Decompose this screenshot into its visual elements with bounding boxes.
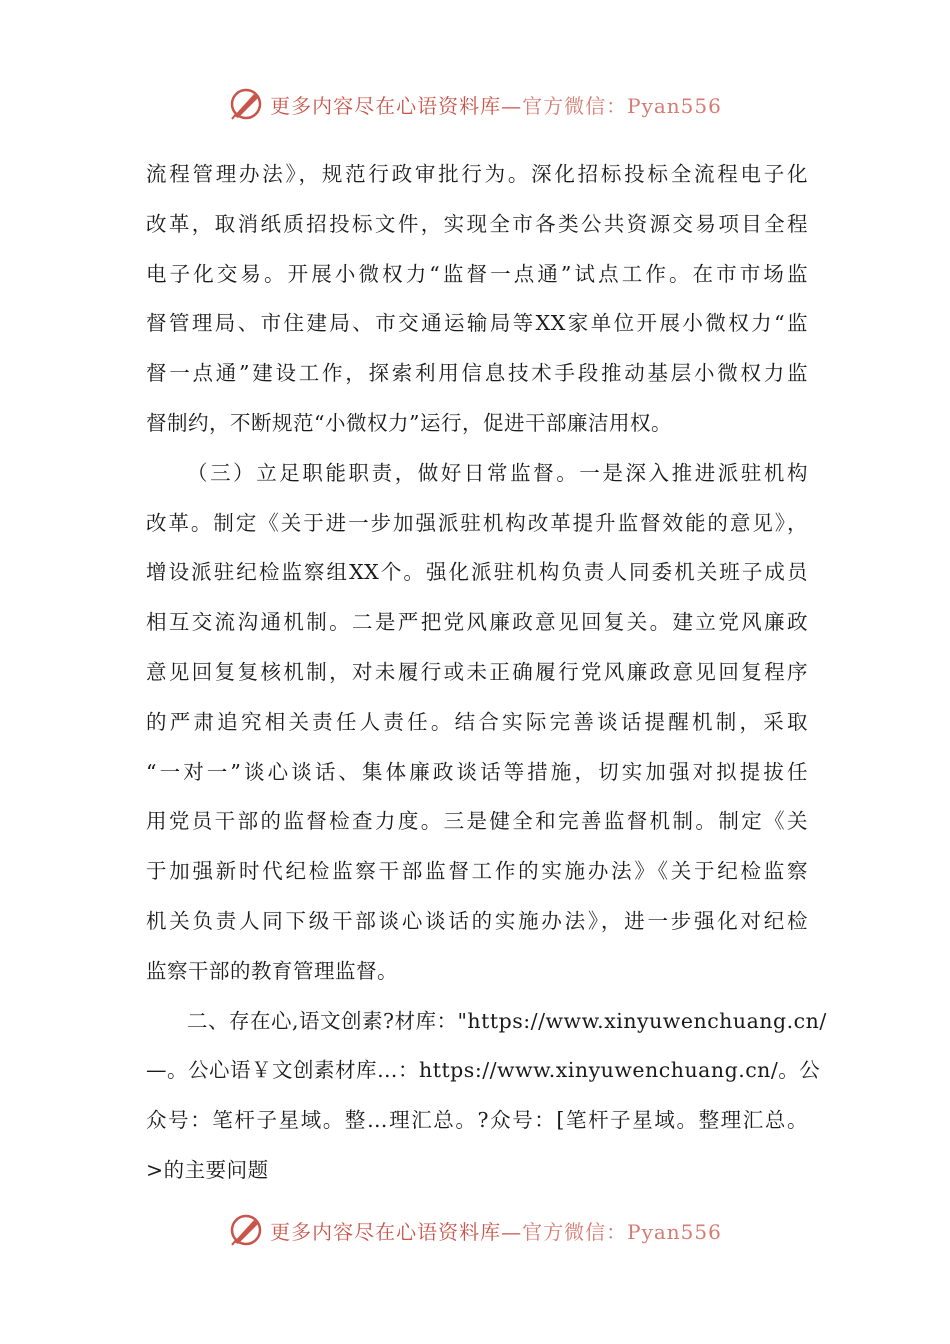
- body-line: “一对一”谈心谈话、集体廉政谈话等措施，切实加强对拟提拔任: [146, 759, 808, 784]
- body-line: 改革。制定《关于进一步加强派驻机构改革提升监督效能的意见》，: [146, 510, 808, 535]
- footer-banner: [0, 1210, 950, 1250]
- header-banner: [0, 84, 950, 124]
- footer-banner-text: 更多内容尽在心语资料库—官方微信：Pyan556: [270, 1219, 722, 1244]
- body-line: >的主要问题: [146, 1157, 269, 1182]
- body-line: 意见回复复核机制，对未履行或未正确履行党风廉政意见回复程序: [146, 659, 808, 684]
- body-line: 电子化交易。开展小微权力“监督一点通”试点工作。在市市场监: [146, 261, 808, 286]
- pen-logo-icon: [228, 1212, 264, 1248]
- body-line: 督一点通”建设工作，探索利用信息技术手段推动基层小微权力监: [146, 361, 808, 386]
- body-line: 相互交流沟通机制。二是严把党风廉政意见回复关。建立党风廉政: [146, 610, 808, 635]
- body-line: 督制约，不断规范“小微权力”运行，促进干部廉洁用权。: [146, 410, 672, 435]
- body-line: —。公心语￥文创素材库…：https://www.xinyuwenchuang.cn/。公: [146, 1058, 821, 1083]
- body-line: 改革，取消纸质招投标文件，实现全市各类公共资源交易项目全程: [146, 211, 808, 236]
- body-line: 众号：笔杆子星域。整…理汇总。?众号：[笔杆子星域。整理汇总。: [146, 1108, 808, 1133]
- body-line: 督管理局、市住建局、市交通运输局等XX家单位开展小微权力“监: [146, 311, 808, 336]
- header-wechat: 官方微信：Pyan556: [522, 93, 722, 118]
- body-line: 增设派驻纪检监察组XX个。强化派驻机构负责人同委机关班子成员: [146, 560, 808, 585]
- footer-wechat: 官方微信：Pyan556: [522, 1219, 722, 1244]
- body-line: 于加强新时代纪检监察干部监督工作的实施办法》《关于纪检监察: [146, 859, 808, 884]
- body-line: 流程管理办法》，规范行政审批行为。深化招标投标全流程电子化: [146, 162, 808, 186]
- body-line: 监察干部的教育管理监督。: [146, 958, 398, 983]
- pen-logo-icon: [228, 86, 264, 122]
- header-banner-text: 更多内容尽在心语资料库—官方微信：Pyan556: [270, 93, 722, 118]
- body-line: 二、存在心,语文创素?材库："https://www.xinyuwenchuang.cn/: [187, 1008, 827, 1033]
- body-line: （三）立足职能职责，做好日常监督。一是深入推进派驻机构: [187, 460, 808, 485]
- body-line: 机关负责人同下级干部谈心谈话的实施办法》，进一步强化对纪检: [146, 908, 808, 933]
- body-line: 的严肃追究相关责任人责任。结合实际完善谈话提醒机制，采取: [146, 709, 808, 734]
- document-body: [146, 150, 827, 1196]
- body-line: 用党员干部的监督检查力度。三是健全和完善监督机制。制定《关: [146, 809, 808, 834]
